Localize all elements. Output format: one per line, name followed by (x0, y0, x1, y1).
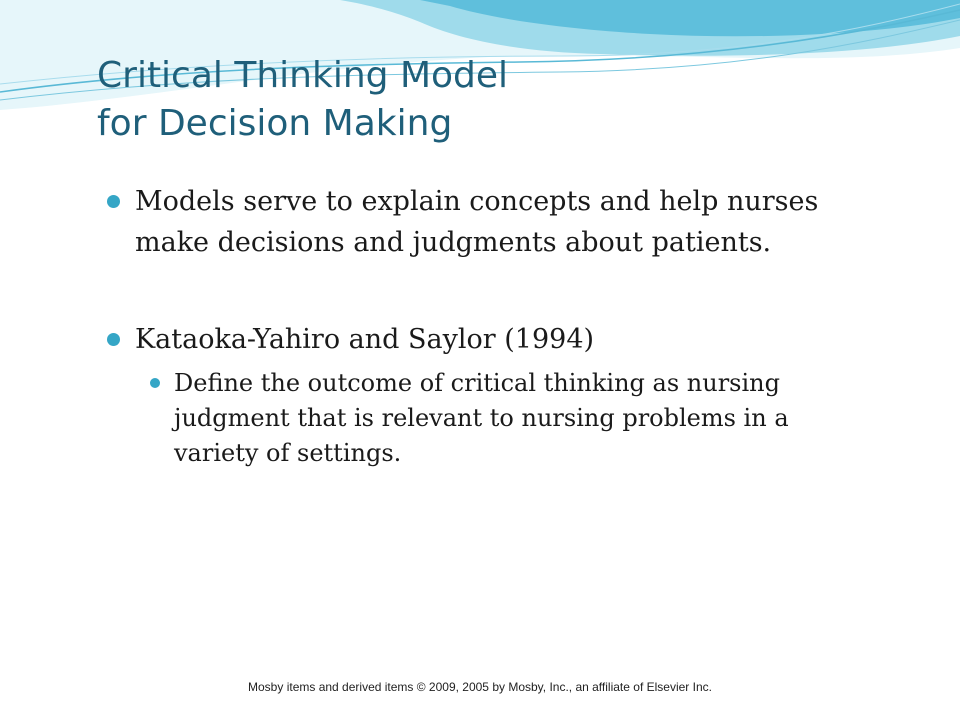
bullet-text: Models serve to explain concepts and help nurses make decisions and judgments about patients. (135, 186, 819, 258)
sub-bullet-icon (150, 378, 160, 388)
bullet-item-1 (135, 181, 835, 263)
slide-title-line-1: Critical Thinking Model (97, 55, 509, 96)
slide-title-line-2: for Decision Making (97, 103, 453, 144)
bullet-icon (107, 333, 120, 346)
sub-bullet-text: Define the outcome of critical thinking as nursing judgment that is relevant to nursing problems in a variety of settings. (174, 369, 789, 467)
bullet-text: Kataoka-Yahiro and Saylor (1994) (135, 324, 595, 355)
sub-bullet-item-1 (174, 366, 814, 471)
bullet-item-2 (135, 319, 835, 360)
bullet-icon (107, 195, 120, 208)
copyright-footer: Mosby items and derived items © 2009, 2005 by Mosby, Inc., an affiliate of Elsevier Inc. (248, 680, 712, 694)
